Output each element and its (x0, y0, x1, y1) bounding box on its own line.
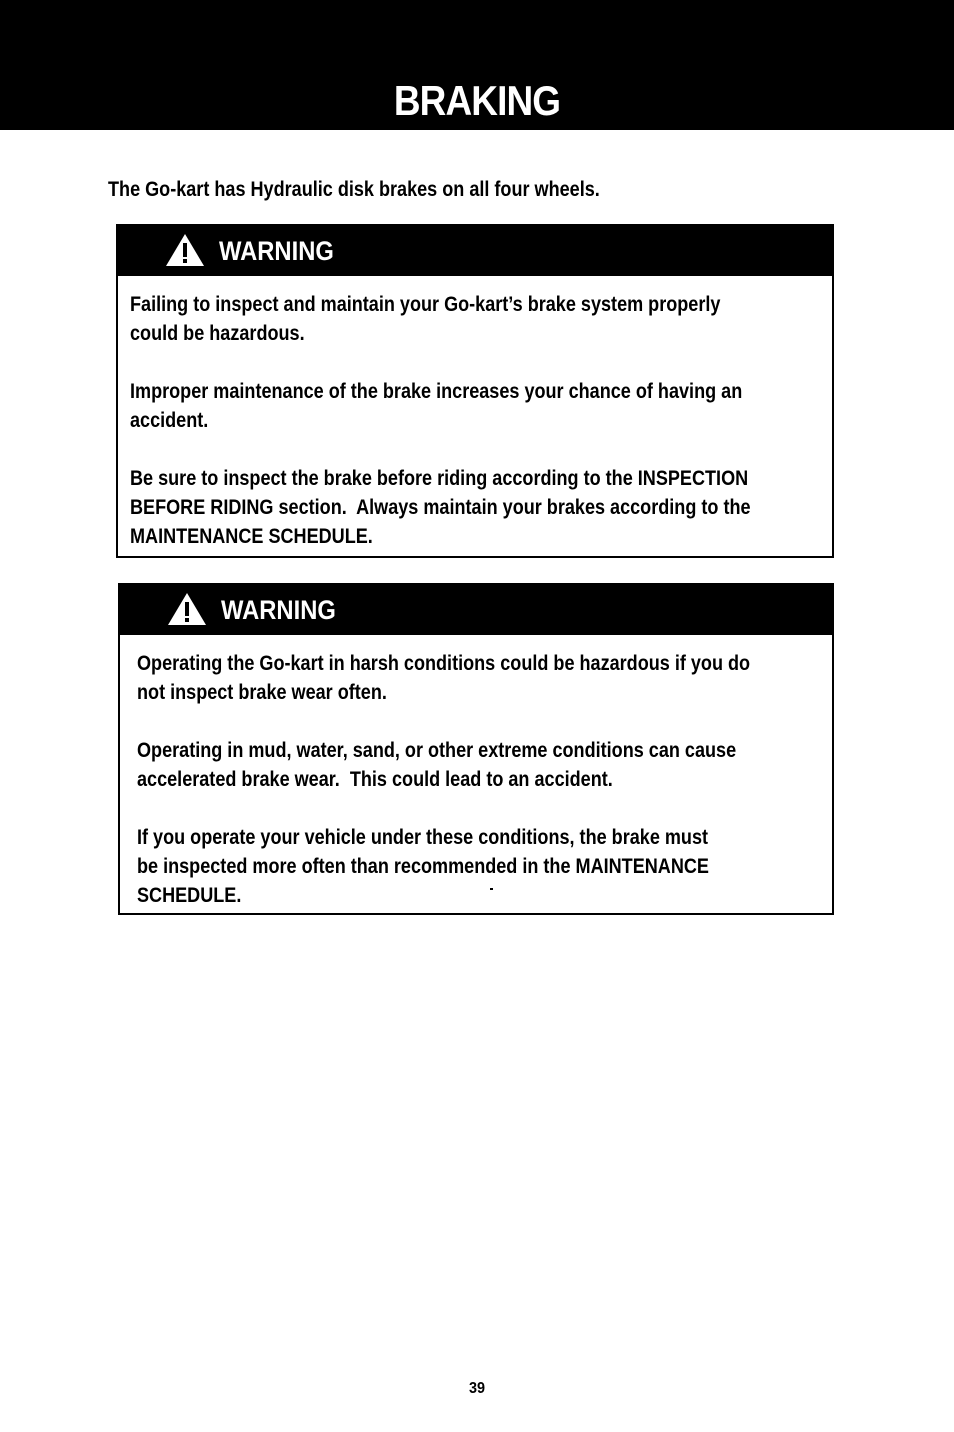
warning-body (130, 290, 751, 551)
warning-header (120, 585, 832, 635)
warning-paragraph: Be sure to inspect the brake before riding according to the INSPECTION BEFORE RIDING section. Always maintain your brakes according to the MAINTENANCE SCHEDULE. (130, 467, 751, 548)
stray-mark (490, 888, 493, 890)
warning-paragraph: Operating the Go-kart in harsh conditions could be hazardous if you do not inspect brake wear often. (137, 652, 751, 704)
warning-header (118, 226, 832, 276)
warning-paragraph: Improper maintenance of the brake increases your chance of having an accident. (130, 380, 743, 432)
warning-paragraph: If you operate your vehicle under these conditions, the brake must be inspected more often than recommended in the MAINTENANCE SCHEDULE. (137, 826, 709, 907)
warning-triangle-icon (166, 591, 208, 627)
warning-label: WARNING (221, 595, 336, 625)
header-bar (0, 0, 954, 130)
warning-label: WARNING (219, 236, 334, 266)
warning-paragraph: Operating in mud, water, sand, or other extreme conditions can cause accelerated brake wear. This could lead to an accident. (137, 739, 737, 791)
warning-box-2 (118, 583, 834, 915)
warning-triangle-icon (164, 232, 206, 268)
page-title: BRAKING (393, 77, 561, 124)
warning-box-1 (116, 224, 834, 558)
warning-paragraph: Failing to inspect and maintain your Go-kart’s brake system properly could be hazardous. (130, 293, 721, 345)
page-number: 39 (468, 1380, 486, 1397)
warning-body (137, 649, 750, 910)
intro-text: The Go-kart has Hydraulic disk brakes on all four wheels. (108, 178, 600, 201)
